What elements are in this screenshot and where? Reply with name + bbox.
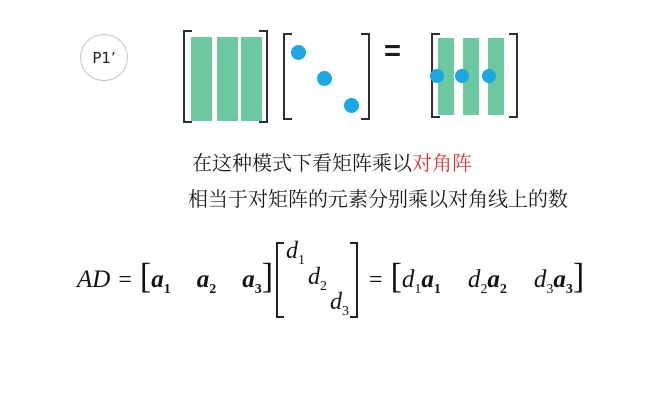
equals-operator: = bbox=[369, 266, 383, 293]
green-column-icon bbox=[241, 37, 262, 121]
row-vector-entry: $a_2$ bbox=[196, 266, 217, 297]
open-bracket: [ bbox=[390, 257, 402, 296]
left-bracket-icon bbox=[276, 242, 284, 318]
scaling-dot-icon bbox=[482, 69, 496, 83]
diag-entry: $d_3$ bbox=[330, 289, 350, 319]
green-column-icon bbox=[217, 37, 238, 121]
scaling-dot-icon bbox=[455, 69, 469, 83]
right-bracket-icon bbox=[350, 242, 358, 318]
scaling-dot-icon bbox=[430, 69, 444, 83]
matrix-equation bbox=[77, 238, 585, 319]
close-bracket: ] bbox=[572, 257, 585, 296]
diagonal-dot-icon bbox=[291, 45, 306, 60]
caption-line-2: 相当于对矩阵的元素分别乘以对角线上的数 bbox=[188, 189, 568, 211]
equals-sign: = bbox=[384, 35, 401, 67]
right-bracket-icon bbox=[361, 33, 370, 120]
step-badge bbox=[80, 34, 128, 81]
caption-line1-red: 对角阵 bbox=[412, 153, 472, 175]
diagonal-dot-icon bbox=[344, 98, 359, 113]
green-column-icon bbox=[191, 37, 212, 121]
right-bracket-icon bbox=[509, 33, 518, 118]
diagonal-dot-icon bbox=[317, 71, 332, 86]
result-entry: $d_3a_3$ bbox=[533, 266, 573, 297]
row-vector-entry: $a_3$ bbox=[242, 266, 262, 297]
close-bracket: ] bbox=[261, 257, 274, 296]
left-bracket-icon bbox=[283, 33, 292, 120]
diag-entry: $d_1$ bbox=[286, 238, 306, 268]
equals-operator: = bbox=[118, 266, 132, 293]
caption-line1-black: 在这种模式下看矩阵乘以 bbox=[192, 153, 412, 175]
row-vector-entry: $a_1$ bbox=[151, 266, 171, 297]
diagonal-matrix-icon bbox=[283, 33, 370, 120]
caption-line-1 bbox=[192, 152, 472, 176]
matrix-columns-icon bbox=[183, 30, 268, 123]
step-badge-label: P1’ bbox=[92, 48, 116, 67]
open-bracket: [ bbox=[139, 257, 152, 296]
formula-lhs: AD bbox=[77, 266, 111, 293]
result-matrix-icon bbox=[431, 33, 518, 118]
result-entry: $d_1a_1$ bbox=[401, 266, 441, 297]
diag-entry: $d_2$ bbox=[308, 264, 328, 294]
diagonal-matrix-notation bbox=[276, 238, 358, 319]
result-entry: $d_2a_2$ bbox=[467, 266, 507, 297]
